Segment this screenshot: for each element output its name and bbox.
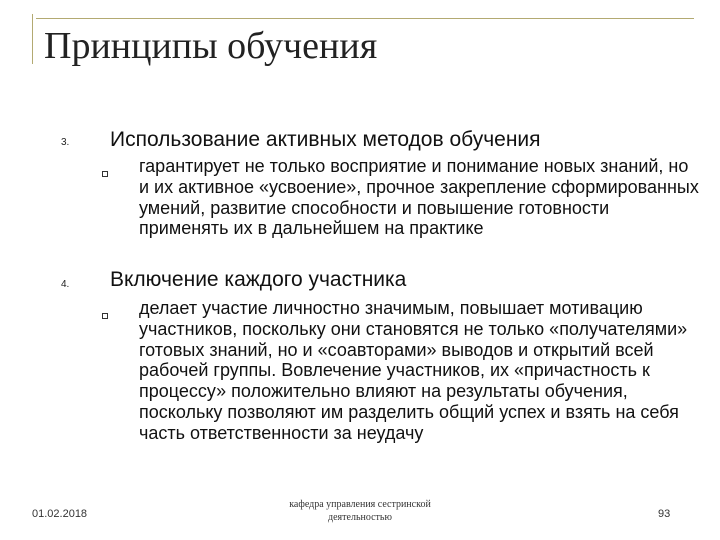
title-frame-top-line <box>36 18 694 19</box>
item-description: делает участие личностно значимым, повышает мотивацию участников, поскольку они становятся не только «получателями» готовых знаний, но и «соавторами» выводов и открытий всей рабочей группы. Вовлечение участников, их «причастность к процессу» положительно влияют на результаты обучения, поскольку позволяют им разделить общий успех и взять на себя часть ответственности за неудачу <box>139 298 688 443</box>
item-number: 4. <box>61 279 70 290</box>
item-heading: Использование активных методов обучения <box>110 128 541 151</box>
footer-department: кафедра управления сестринской деятельностью <box>289 499 431 523</box>
item-heading: Включение каждого участника <box>110 268 407 291</box>
page-number: 93 <box>658 508 671 520</box>
title-frame-left-line <box>32 14 33 64</box>
item-description: гарантирует не только восприятие и понимание новых знаний, но и их активное «усвоение», прочное закрепление сформированных умений, развитие способности и повышение готовности применять их в дальнейшем на практике <box>139 156 699 239</box>
slide-title: Принципы обучения <box>44 25 378 67</box>
footer-date: 01.02.2018 <box>32 508 88 520</box>
item-number: 3. <box>61 137 70 148</box>
square-bullet-icon <box>102 313 108 319</box>
square-bullet-icon <box>102 171 108 177</box>
